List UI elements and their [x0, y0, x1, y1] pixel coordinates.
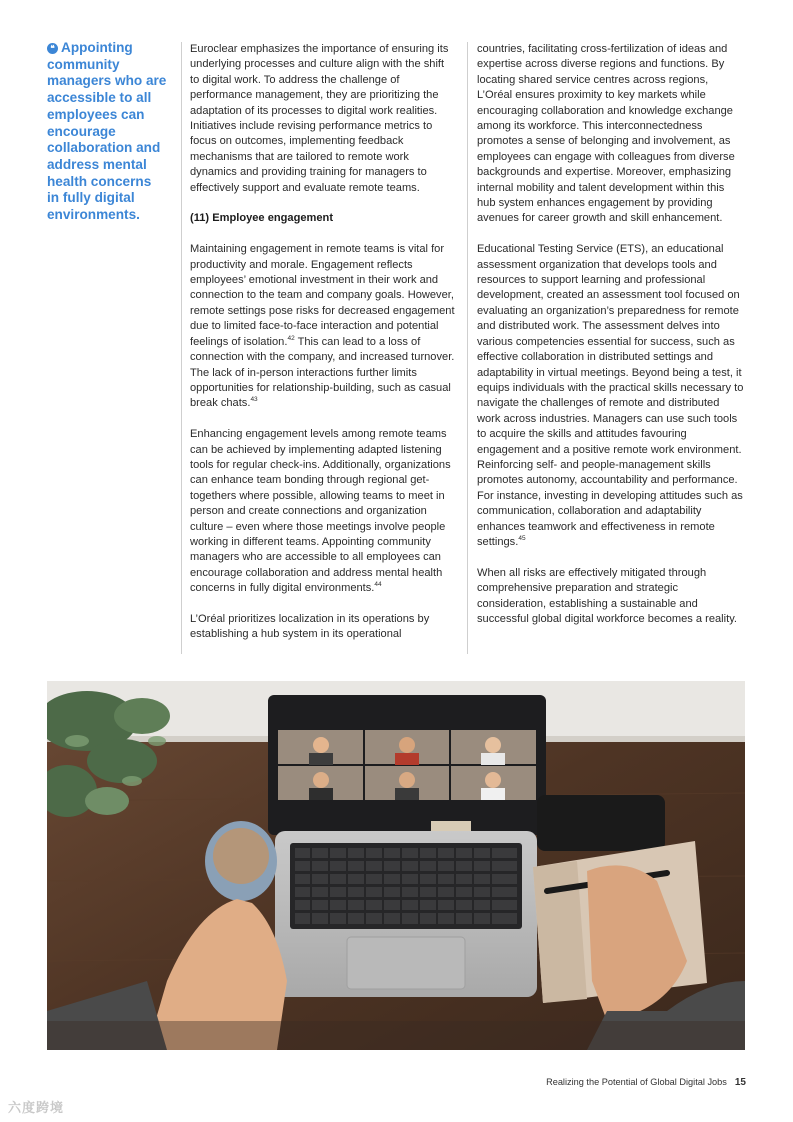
paragraph: Euroclear emphasizes the importance of ensuring its underlying processes and culture align with the shift to digital work. To address the challenge of performance management, they are prioritizing the adaptation of its processes to digital work realities. Initiatives include revising performance metrics to focus on outcomes, implementing feedback mechanisms that are tailored to remote work dynamics and providing training for managers to effectively support and evaluate remote teams. — [190, 43, 449, 194]
paragraph: countries, facilitating cross-fertilization of ideas and expertise across diverse regions and functions. By locating shared service centres across regions, L’Oréal ensures proximity to key markets while encouraging collaboration and knowledge exchange among its workforce. This interconnectedness promotes a sense of belonging and involvement, as employees can engage with colleagues from diverse backgrounds and expertise. Moreover, emphasizing internal mobility and talent development within this hub system enhances engagement by providing avenues for career growth and skill enhancement. — [477, 43, 735, 225]
paragraph — [190, 427, 455, 596]
paragraph-text: Enhancing engagement levels among remote teams can be achieved by implementing adapted listening tools for regular check-ins. Additionally, organizations can enhance team bonding through regional get-togethers where possible, allowing teams to meet in person and create connections and organization culture – even where those meetings involve people working in different teams. Appointing community managers who are accessible to all employees can encourage collaboration and address mental health concerns in fully digital environments. — [190, 428, 451, 595]
watermark: 六度跨境 — [8, 1100, 65, 1115]
paragraph — [477, 242, 745, 550]
photo-illustration — [47, 681, 745, 1050]
text-column-2 — [477, 42, 745, 627]
column-divider-left — [181, 42, 182, 654]
footnote-ref[interactable]: 44 — [374, 581, 382, 589]
paragraph: When all risks are effectively mitigated through comprehensive preparation and strategic consideration, establishing a sustainable and successful global digital workforce becomes a reality. — [477, 566, 737, 625]
page-number: 15 — [734, 1077, 746, 1088]
section-heading: (11) Employee engagement — [190, 212, 334, 225]
paragraph-text: Educational Testing Service (ETS), an educational assessment organization that develops tools and resources to support learning and professional development, created an assessment tool focused on evaluating an organization’s preparedness for remote and distributed work. The assessment delves into various competencies essential for success, such as effective collaboration in distributed settings and adaptability in virtual meetings. Beyond being a test, it equips individuals with the practical skills necessary to navigate the challenges of remote and distributed work across industries. Managers can use such tools to acquire the skills and attitudes favouring engagement and a positive remote work environment. Reinforcing self- and people-management skills promotes autonomy, accountability and performance. For instance, investing in developing attitudes such as communication, collaboration and adaptability enhances teamwork and effectiveness in remote settings. — [477, 243, 744, 548]
paragraph-text: Maintaining engagement in remote teams is vital for productivity and morale. Engagement reflects employees’ emotional investment in their work and connection to the team and company goals. However, remote settings pose risks for decreased engagement due to limited face-to-face interaction and potential feelings of isolation. — [190, 243, 455, 348]
footnote-ref[interactable]: 42 — [287, 334, 295, 342]
pull-quote-text: Appointing community managers who are accessible to all employees can encourage collaboration and address mental health concerns in fully digital environments. — [47, 40, 167, 223]
pull-quote — [47, 40, 167, 224]
text-column-1 — [190, 42, 455, 643]
footer-title: Realizing the Potential of Global Digital Jobs — [546, 1077, 727, 1087]
paragraph — [190, 242, 455, 411]
laptop-video-call-photo — [47, 681, 745, 1050]
column-divider-right — [467, 42, 468, 654]
footnote-ref[interactable]: 43 — [250, 396, 258, 404]
footnote-ref[interactable]: 45 — [518, 534, 526, 542]
page-footer — [546, 1077, 746, 1088]
paragraph-text: This can lead to a loss of connection with the company, and increased turnover. The lack of in-person interactions further limits opportunities for relationship-building, such as casual break chats. — [190, 335, 455, 410]
quote-mark-icon: ❝ — [47, 43, 58, 54]
paragraph: L’Oréal prioritizes localization in its operations by establishing a hub system in its operational — [190, 612, 430, 641]
